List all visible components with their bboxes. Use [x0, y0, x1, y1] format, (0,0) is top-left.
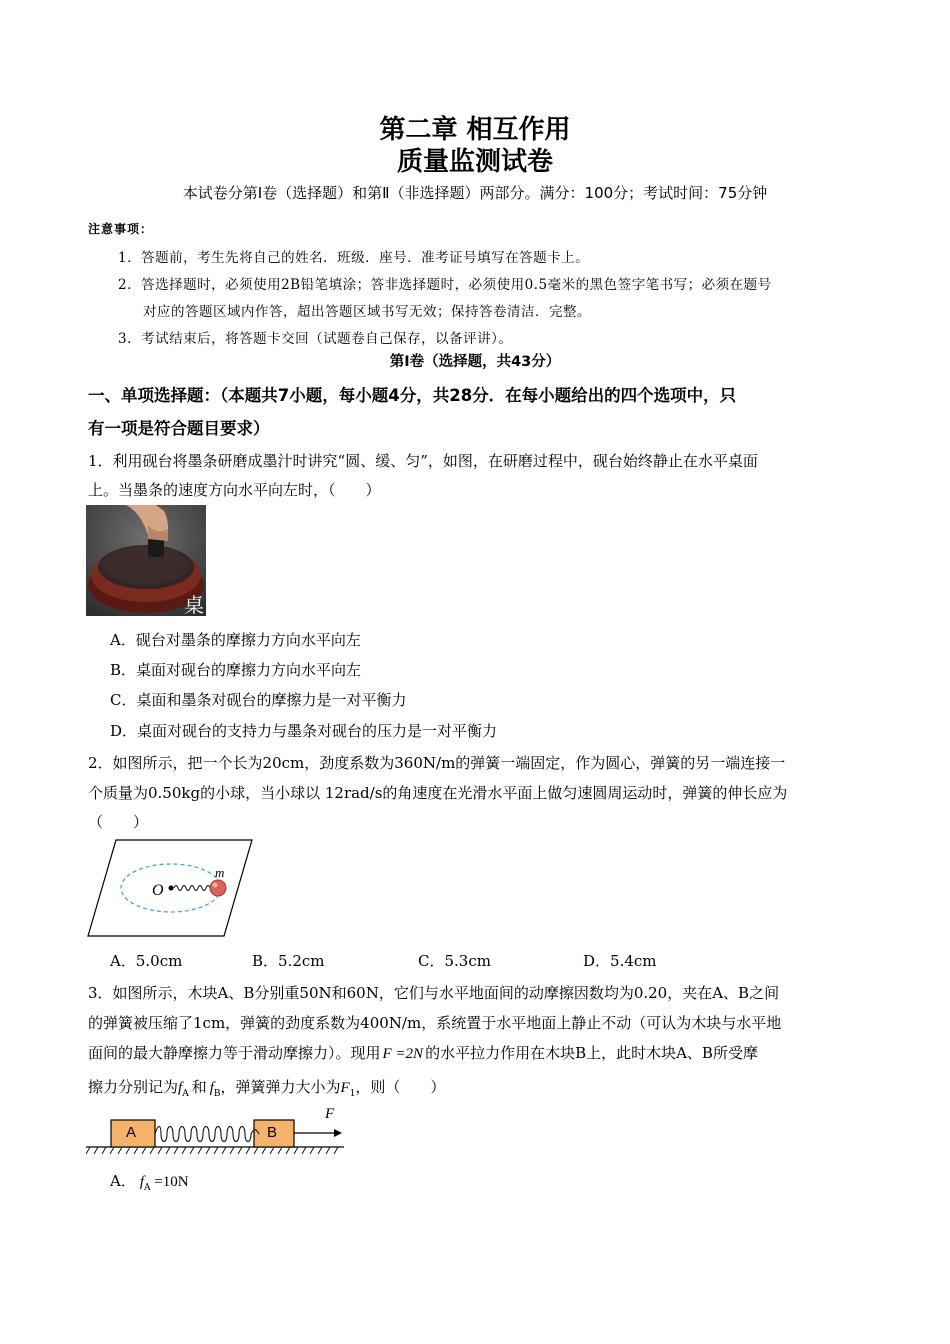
q3-line4-text-c: ，则（ ）: [355, 1078, 446, 1096]
q3-option-a-prefix: A．: [110, 1172, 136, 1190]
question-2-line3: （ ）: [88, 813, 149, 831]
page-title: 第二章 相互作用: [379, 115, 571, 145]
force-label: F: [325, 1106, 335, 1122]
inkstone-photo: [86, 505, 206, 616]
block-a-label: A: [126, 1124, 137, 1141]
notes-heading: 注意事项：: [88, 222, 154, 236]
q1-option-d: D．桌面对砚台的支持力与墨条对砚台的压力是一对平衡力: [110, 722, 498, 740]
q3-line3-text-b: 的水平拉力作用在木块B上，此时木块A、B所受摩: [425, 1044, 758, 1062]
q1-option-b: B．桌面对砚台的摩擦力方向水平向左: [110, 661, 362, 679]
page-subtitle-title: 质量监测试卷: [396, 147, 553, 177]
q3-option-a-symbol: f: [139, 1174, 145, 1190]
table-label: 桌: [184, 593, 204, 616]
question-3-line3: [88, 1042, 758, 1063]
q2-option-c: C．5.3cm: [418, 952, 491, 970]
q2-option-d: D．5.4cm: [583, 952, 657, 970]
center-label: O: [152, 882, 164, 899]
part-heading-line2: 有一项是符合题目要求）: [88, 419, 270, 438]
q1-option-c: C．桌面和墨条对砚台的摩擦力是一对平衡力: [110, 691, 407, 709]
question-1-line2: 上。当墨条的速度方向水平向左时，（ ）: [88, 481, 381, 499]
q1-option-a: A．砚台对墨条的摩擦力方向水平向左: [110, 631, 361, 649]
question-3-line4: [88, 1076, 445, 1099]
q2-option-b: B．5.2cm: [252, 952, 325, 970]
friction-b-subscript: B: [213, 1089, 221, 1099]
q2-option-a: A．5.0cm: [110, 952, 183, 970]
spring-force-subscript: 1: [349, 1089, 356, 1099]
q3-option-a-subscript: A: [144, 1183, 151, 1193]
friction-a-subscript: A: [182, 1089, 189, 1099]
q3-option-a: [110, 1170, 189, 1193]
note-item-3: 3．考试结束后，将答题卡交回（试题卷自己保存，以备评讲）。: [118, 331, 513, 347]
question-2-line2: 个质量为0.50kg的小球，当小球以 12rad/s的角速度在光滑水平面上做匀速圆周运动时，弹簧的伸长应为: [88, 784, 788, 802]
q3-and: 和: [191, 1078, 207, 1096]
q3-option-a-value: =10N: [150, 1174, 189, 1190]
section-title: 第Ⅰ卷（选择题，共43分）: [389, 354, 561, 370]
question-3-line2: 的弹簧被压缩了1cm，弹簧的劲度系数为400N/m，系统置于水平地面上静止不动（可认为木块与水平地: [88, 1014, 782, 1032]
block-b-label: B: [267, 1124, 278, 1141]
circular-motion-diagram: [86, 838, 256, 938]
part-heading-line1: 一、单项选择题：（本题共7小题，每小题4分，共28分．在每小题给出的四个选项中，只: [88, 386, 737, 405]
question-2-line1: 2．如图所示，把一个长为20cm，劲度系数为360N/m的弹簧一端固定，作为圆心，弹簧的另一端连接一: [88, 754, 786, 772]
spring-force-symbol: F: [340, 1080, 350, 1096]
friction-a-symbol: f: [178, 1080, 183, 1096]
friction-b-symbol: f: [209, 1080, 214, 1096]
question-3-line1: 3．如图所示，木块A、B分别重50N和60N，它们与水平地面间的动摩擦因数均为0.20，夹在A、B之间: [88, 984, 780, 1002]
q3-line4-text-a: 擦力分别记为: [88, 1078, 179, 1096]
mass-label: m: [215, 865, 225, 880]
note-item-2: 2．答选择题时，必须使用2B铅笔填涂；答非选择题时，必须使用0.5毫米的黑色签字笔书写；必须在题号: [118, 277, 772, 293]
question-1-line1: 1．利用砚台将墨条研磨成墨汁时讲究“圆、缓、匀”，如图，在研磨过程中，砚台始终静止在水平桌面: [88, 452, 758, 470]
exam-info: 本试卷分第Ⅰ卷（选择题）和第Ⅱ（非选择题）两部分。满分：100分；考试时间：75分钟: [182, 184, 768, 202]
note-item-2-cont: 对应的答题区域内作答，超出答题区域书写无效；保持答卷清洁．完整。: [143, 304, 591, 320]
note-item-1: 1．答题前，考生先将自己的姓名．班级．座号．准考证号填写在答题卡上。: [118, 250, 590, 266]
q3-line4-text-b: ，弹簧弹力大小为: [220, 1078, 341, 1096]
q3-line3-text-a: 面间的最大静摩擦力等于滑动摩擦力）。现用: [88, 1044, 381, 1062]
force-formula: F =2N: [382, 1046, 424, 1062]
